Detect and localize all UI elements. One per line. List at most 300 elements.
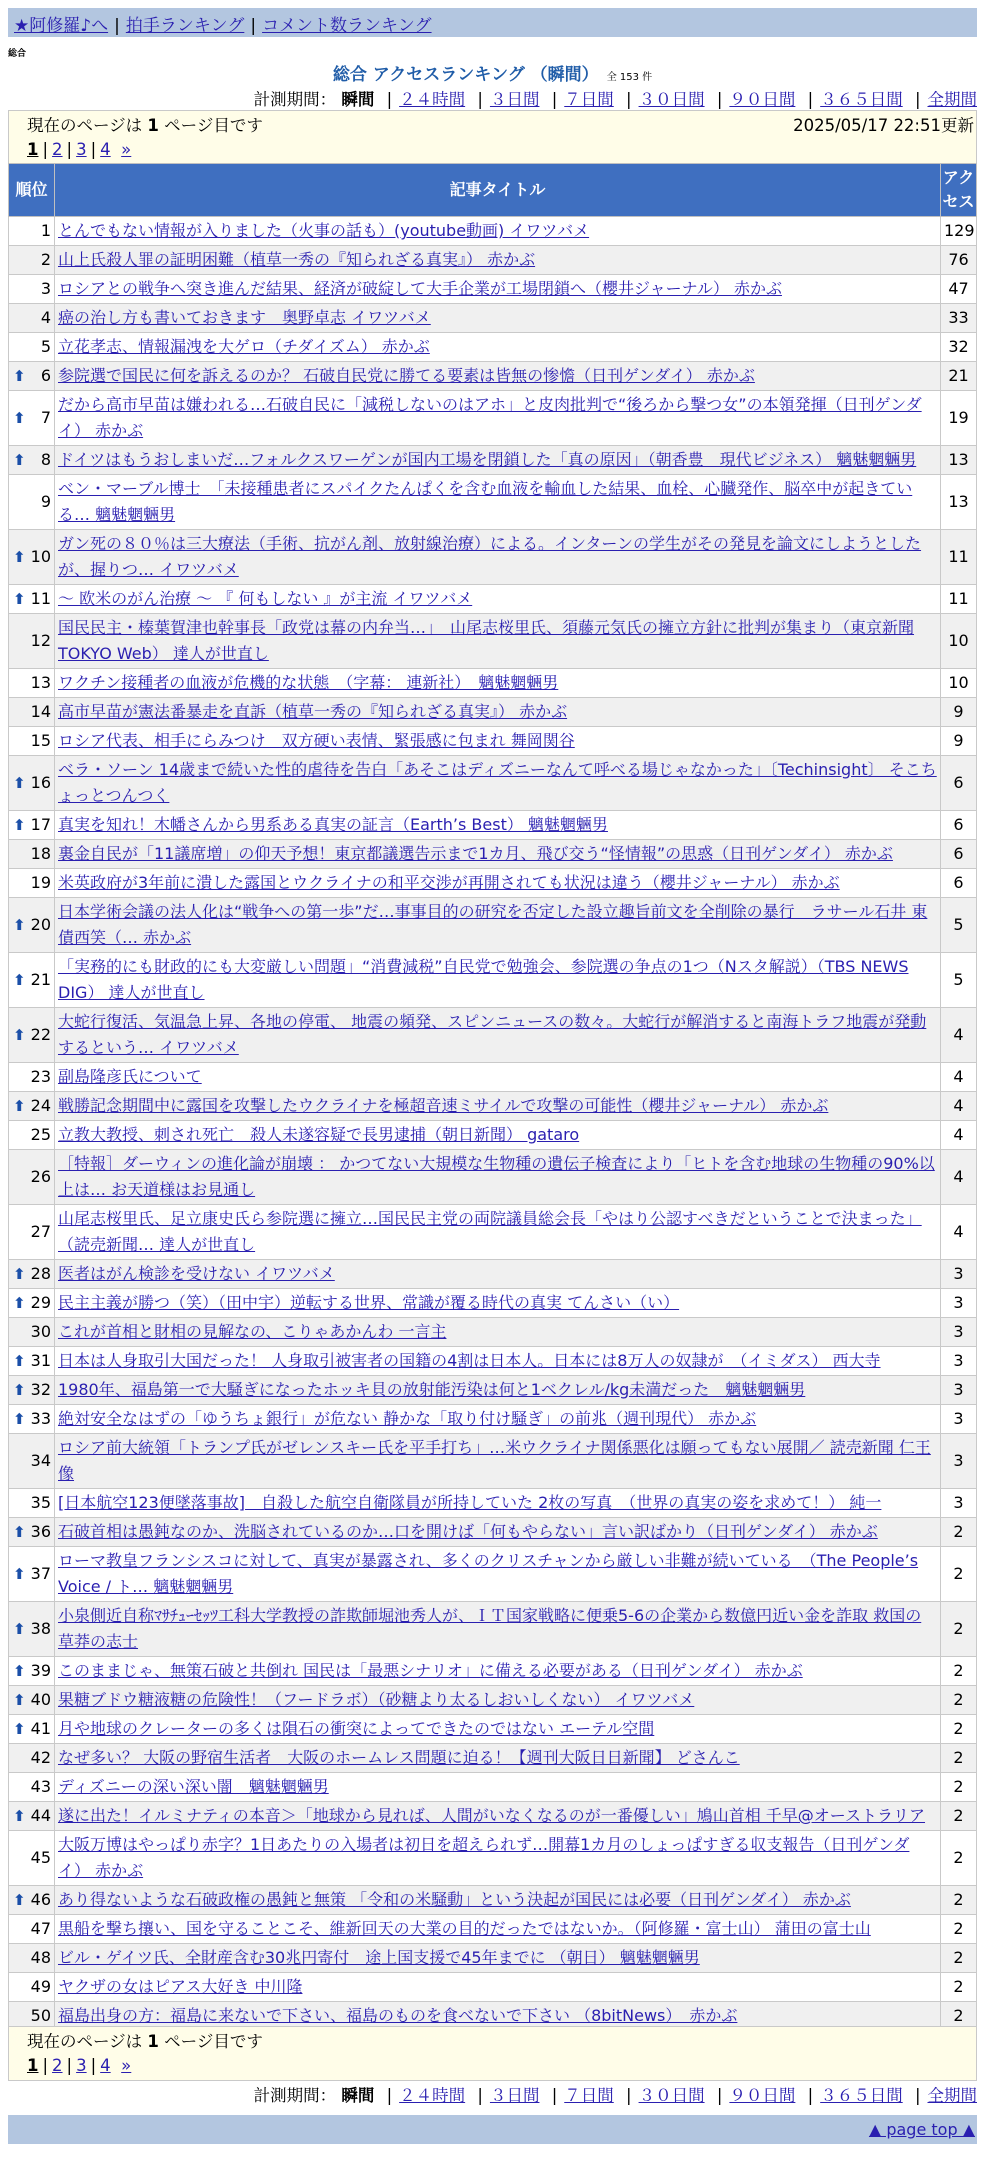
access-count: 3	[941, 1405, 977, 1434]
table-row	[9, 1831, 977, 1886]
rank-up-arrow-icon: ⬆	[13, 409, 26, 427]
pager-top: 現在のページは 1 ページ目です 2025/05/17 22:51更新 1 | 2 | 3 | 4 »	[8, 110, 977, 165]
article-title-link[interactable]: 副島隆彦氏について	[58, 1067, 202, 1086]
access-count: 11	[941, 585, 977, 614]
rank-cell	[9, 669, 55, 698]
rank-cell	[9, 756, 55, 811]
table-row	[9, 1260, 977, 1289]
rank-up-arrow-icon: ⬆	[13, 590, 26, 608]
title-cell	[55, 756, 941, 811]
rank-number: 9	[40, 492, 51, 511]
rank-up-arrow-icon: ⬆	[13, 971, 26, 989]
article-title-link[interactable]: 遂に出た！イルミナティの本音＞「地球から見れば、人間がいなくなるのが一番優しい」鳩山首相 千早@オーストラリア	[58, 1806, 926, 1825]
rank-up-arrow-icon: ⬆	[13, 1720, 26, 1738]
rank-up-arrow-icon: ⬆	[13, 1097, 26, 1115]
title-cell	[55, 1518, 941, 1547]
page-1-current: 1	[27, 140, 39, 159]
access-count: 2	[941, 1944, 977, 1973]
access-count: 11	[941, 530, 977, 585]
rank-number: 18	[30, 844, 51, 863]
article-title-link[interactable]: 日本学術会議の法人化は“戦争への第一歩”だ…事事目的の研究を否定した設立趣旨前文を全削除の暴行 ラサール石井 東債西笑（… 赤かぶ	[58, 902, 928, 947]
table-row	[9, 1886, 977, 1915]
access-count: 2	[941, 1518, 977, 1547]
table-row	[9, 446, 977, 475]
period-current: 瞬間	[341, 90, 375, 109]
access-count: 21	[941, 362, 977, 391]
title-cell	[55, 869, 941, 898]
period-link-365d[interactable]: ３６５日間	[820, 2086, 903, 2105]
rank-number: 45	[30, 1848, 51, 1867]
access-count: 3	[941, 1376, 977, 1405]
page-link-4[interactable]: 4	[100, 2056, 111, 2075]
article-title-link[interactable]: 真実を知れ！木幡さんから男系ある真実の証言（Earth’s Best） 魑魅魍魎男	[58, 815, 608, 834]
period-link-7d[interactable]: ７日間	[564, 2086, 614, 2105]
rank-number: 11	[30, 589, 51, 608]
rank-number: 41	[30, 1719, 51, 1738]
title-cell	[55, 1547, 941, 1602]
table-row	[9, 614, 977, 669]
rank-number: 8	[40, 450, 51, 469]
pager-text-suffix: ページ目です	[164, 2032, 263, 2051]
clap-ranking-link[interactable]: 拍手ランキング	[125, 16, 245, 36]
article-title-link[interactable]: これが首相と財相の見解なの、こりゃあかんわ 一言主	[58, 1322, 447, 1341]
pager-text: 現在のページは	[27, 2032, 143, 2051]
page-link-3[interactable]: 3	[76, 140, 87, 159]
table-row	[9, 953, 977, 1008]
rank-number: 50	[30, 2006, 51, 2025]
rank-cell	[9, 840, 55, 869]
article-title-link[interactable]: 「実務的にも財政的にも大変厳しい問題」“消費減税”自民党で勉強会、参院選の争点の1つ（Nスタ解説）（TBS NEWS DIG） 達人が世直し	[58, 957, 909, 1002]
rank-number: 20	[30, 915, 51, 934]
access-count: 6	[941, 811, 977, 840]
title-cell	[55, 246, 941, 275]
article-title-link[interactable]: [日本航空123便墜落事故] 自殺した航空自衛隊員が所持していた 2枚の写真 （世界の真実の姿を求めて！） 純一	[58, 1493, 882, 1512]
access-count: 9	[941, 727, 977, 756]
rank-number: 28	[30, 1264, 51, 1283]
rank-up-arrow-icon: ⬆	[13, 1620, 26, 1638]
title-cell	[55, 1121, 941, 1150]
period-link-24h[interactable]: ２４時間	[399, 2086, 466, 2105]
title-cell	[55, 304, 941, 333]
table-row	[9, 1802, 977, 1831]
title-cell	[55, 1773, 941, 1802]
home-link[interactable]: ★阿修羅♪へ	[14, 16, 109, 36]
rank-up-arrow-icon: ⬆	[13, 367, 26, 385]
access-count: 6	[941, 840, 977, 869]
page-link-3[interactable]: 3	[76, 2056, 87, 2075]
period-link-90d[interactable]: ９０日間	[729, 2086, 796, 2105]
period-link-30d[interactable]: ３０日間	[638, 90, 705, 109]
article-title-link[interactable]: ヤクザの女はピアス大好き 中川隆	[58, 1977, 303, 1996]
rank-cell	[9, 953, 55, 1008]
article-title-link[interactable]: ベラ・ソーン 14歳まで続いた性的虐待を告白「あそこはディズニーなんて呼べる場じゃなかった」〔Techinsight〕 そこちょっとつんつく	[58, 760, 937, 805]
rank-number: 32	[30, 1380, 51, 1399]
rank-up-arrow-icon: ⬆	[13, 1381, 26, 1399]
access-count: 5	[941, 898, 977, 953]
table-row	[9, 1602, 977, 1657]
page-link-2[interactable]: 2	[52, 2056, 63, 2075]
rank-number: 17	[30, 815, 51, 834]
rank-up-arrow-icon: ⬆	[13, 548, 26, 566]
access-count: 2	[941, 1744, 977, 1773]
period-link-24h[interactable]: ２４時間	[399, 90, 466, 109]
access-count: 2	[941, 1715, 977, 1744]
title-cell	[55, 1434, 941, 1489]
rank-number: 40	[30, 1690, 51, 1709]
next-page-link[interactable]: »	[121, 140, 132, 159]
table-row	[9, 1518, 977, 1547]
title-cell	[55, 1715, 941, 1744]
article-title-link[interactable]: 日本は人身取引大国だった！ 人身取引被害者の国籍の4割は日本人。日本には8万人の奴隷が （イミダス） 西大寺	[58, 1351, 881, 1370]
title-cell	[55, 1831, 941, 1886]
access-count: 3	[941, 1489, 977, 1518]
article-title-link[interactable]: 福島出身の方：福島に来ないで下さい、福島のものを食べないで下さい （8bitNews） 赤かぶ	[58, 2006, 738, 2025]
article-title-link[interactable]: 月や地球のクレーターの多くは隕石の衝突によってできたのではない エーテル空間	[58, 1719, 655, 1738]
rank-up-arrow-icon: ⬆	[13, 1294, 26, 1312]
rank-cell	[9, 614, 55, 669]
title-cell	[55, 1205, 941, 1260]
rank-cell	[9, 217, 55, 246]
rank-cell	[9, 1547, 55, 1602]
rank-number: 43	[30, 1777, 51, 1796]
rank-cell	[9, 898, 55, 953]
table-row	[9, 362, 977, 391]
period-link-30d[interactable]: ３０日間	[638, 2086, 705, 2105]
access-count: 2	[941, 1831, 977, 1886]
title-cell	[55, 1886, 941, 1915]
table-row	[9, 275, 977, 304]
access-count: 4	[941, 1008, 977, 1063]
article-title-link[interactable]: ロシア前大統領「トランプ氏がゼレンスキー氏を平手打ち」…米ウクライナ関係悪化は願ってもない展開／ 読売新聞 仁王像	[58, 1438, 931, 1483]
rank-number: 46	[30, 1890, 51, 1909]
rank-cell	[9, 1205, 55, 1260]
article-title-link[interactable]: ビル・ゲイツ氏、全財産含む30兆円寄付 途上国支援で45年までに （朝日） 魑魅魍魎男	[58, 1948, 700, 1967]
table-row	[9, 1944, 977, 1973]
article-title-link[interactable]: あり得ないような石破政権の愚鈍と無策 「令和の米騒動」という決起が国民には必要（日刊ゲンダイ） 赤かぶ	[58, 1890, 851, 1909]
title-cell	[55, 698, 941, 727]
article-title-link[interactable]: だから高市早苗は嫌われる…石破自民に「減税しないのはアホ」と皮肉批判で“後ろから撃つ女”の本領発揮（日刊ゲンダイ） 赤かぶ	[58, 395, 922, 440]
period-link-365d[interactable]: ３６５日間	[820, 90, 903, 109]
article-title-link[interactable]: 山尾志桜里氏、足立康史氏ら参院選に擁立…国民民主党の両院議員総会長「やはり公認すべきだということで決まった」（読売新聞… 達人が世直し	[58, 1209, 922, 1254]
period-selector-top: 計測期間： 瞬間 | ２４時間 | ３日間 | ７日間 | ３０日間 | ９０日間 | ３６５日間 | 全期間	[253, 90, 977, 109]
table-row	[9, 1773, 977, 1802]
title-cell	[55, 727, 941, 756]
table-row	[9, 391, 977, 446]
article-title-link[interactable]: 高市早苗が憲法番暴走を直訴（植草一秀の『知られざる真実』） 赤かぶ	[58, 702, 568, 721]
article-title-link[interactable]: ［特報］ダーウィンの進化論が崩壊 ： かつてない大規模な生物種の遺伝子検査により「ヒトを含む地球の生物種の90%以上は… お天道様はお見通し	[58, 1154, 935, 1199]
table-row	[9, 304, 977, 333]
table-row	[9, 1686, 977, 1715]
comment-ranking-link[interactable]: コメント数ランキング	[262, 16, 432, 36]
article-title-link[interactable]: 立教大教授、刺され死亡 殺人未遂容疑で長男逮捕（朝日新聞） gataro	[58, 1125, 580, 1144]
page-link-4[interactable]: 4	[100, 140, 111, 159]
title-cell	[55, 1944, 941, 1973]
access-count: 4	[941, 1121, 977, 1150]
access-count: 2	[941, 1973, 977, 2002]
table-row	[9, 1744, 977, 1773]
rank-number: 14	[30, 702, 51, 721]
access-count: 2	[941, 1686, 977, 1715]
table-row	[9, 840, 977, 869]
table-row	[9, 1150, 977, 1205]
article-title-link[interactable]: 1980年、福島第一で大騒ぎになったホッキ貝の放射能汚染は何と1ベクレル/kg未満だった 魑魅魍魎男	[58, 1380, 806, 1399]
rank-cell	[9, 1489, 55, 1518]
rank-up-arrow-icon: ⬆	[13, 1026, 26, 1044]
rank-cell	[9, 1831, 55, 1886]
table-row	[9, 217, 977, 246]
rank-number: 21	[30, 970, 51, 989]
title-cell	[55, 530, 941, 585]
title-cell	[55, 953, 941, 1008]
rank-cell	[9, 1686, 55, 1715]
access-count: 5	[941, 953, 977, 1008]
access-count: 3	[941, 1347, 977, 1376]
article-title-link[interactable]: 絶対安全なはずの「ゆうちょ銀行」が危ない 静かな「取り付け騒ぎ」の前兆（週刊現代） 赤かぶ	[58, 1409, 757, 1428]
title-cell	[55, 391, 941, 446]
rank-up-arrow-icon: ⬆	[13, 451, 26, 469]
rank-cell	[9, 246, 55, 275]
rank-cell	[9, 1289, 55, 1318]
rank-number: 30	[30, 1322, 51, 1341]
period-link-90d[interactable]: ９０日間	[729, 90, 796, 109]
rank-number: 44	[30, 1806, 51, 1825]
period-link-3d[interactable]: ３日間	[489, 90, 540, 109]
rank-cell	[9, 1973, 55, 2002]
pager-current-number: 1	[147, 2032, 159, 2051]
article-title-link[interactable]: 裏金自民が「11議席増」の仰天予想！東京都議選告示まで1カ月、飛び交う“怪情報”の思惑（日刊ゲンダイ） 赤かぶ	[58, 844, 893, 863]
rank-number: 27	[30, 1222, 51, 1241]
table-row	[9, 1205, 977, 1260]
rank-cell	[9, 1657, 55, 1686]
article-title-link[interactable]: 立花孝志、情報漏洩を大ゲロ（チダイズム） 赤かぶ	[58, 337, 430, 356]
rank-cell	[9, 333, 55, 362]
access-count: 13	[941, 446, 977, 475]
table-row	[9, 246, 977, 275]
rank-up-arrow-icon: ⬆	[13, 1352, 26, 1370]
access-count: 2	[941, 2002, 977, 2031]
article-title-link[interactable]: このままじゃ、無策石破と共倒れ 国民は「最悪シナリオ」に備える必要がある（日刊ゲンダイ） 赤かぶ	[58, 1661, 803, 1680]
nav-separator: |	[114, 16, 120, 36]
access-count: 10	[941, 614, 977, 669]
title-cell	[55, 669, 941, 698]
rank-number: 49	[30, 1977, 51, 1996]
rank-cell	[9, 1260, 55, 1289]
rank-cell	[9, 446, 55, 475]
rank-cell	[9, 1886, 55, 1915]
access-count: 9	[941, 698, 977, 727]
pager-bottom: 現在のページは 1 ページ目です 1 | 2 | 3 | 4 »	[8, 2026, 977, 2081]
rank-cell	[9, 530, 55, 585]
page-link-2[interactable]: 2	[52, 140, 63, 159]
title-cell	[55, 362, 941, 391]
article-title-link[interactable]: ローマ教皇フランシスコに対して、真実が暴露され、多くのクリスチャンから厳しい非難が続いている （The People’s Voice / ト… 魑魅魍魎男	[58, 1551, 919, 1596]
article-title-link[interactable]: ベン・マーブル博士 「未接種患者にスパイクたんぱくを含む血液を輸血した結果、血栓、心臓発作、脳卒中が起きている… 魑魅魍魎男	[58, 479, 913, 524]
access-count: 3	[941, 1318, 977, 1347]
rank-number: 4	[40, 308, 51, 327]
table-row	[9, 475, 977, 530]
title-cell	[55, 1405, 941, 1434]
access-count: 2	[941, 1657, 977, 1686]
table-row	[9, 1092, 977, 1121]
table-row	[9, 1489, 977, 1518]
access-count: 2	[941, 1773, 977, 1802]
rank-cell	[9, 1318, 55, 1347]
table-row	[9, 698, 977, 727]
page-title: 総合 アクセスランキング （瞬間）	[332, 65, 599, 85]
nav-separator: |	[250, 16, 257, 36]
rank-cell	[9, 1347, 55, 1376]
title-cell	[55, 811, 941, 840]
article-title-link[interactable]: 石破首相は愚鈍なのか、洗脳されているのか…口を開けば「何もやらない」言い訳ばかり（日刊ゲンダイ） 赤かぶ	[58, 1522, 878, 1541]
title-cell	[55, 585, 941, 614]
rank-cell	[9, 1715, 55, 1744]
access-count: 3	[941, 1434, 977, 1489]
header-title: 記事タイトル	[55, 164, 941, 217]
page-top-link[interactable]: ▲ page top ▲	[868, 2120, 975, 2139]
table-row	[9, 1405, 977, 1434]
access-count: 6	[941, 756, 977, 811]
access-count: 4	[941, 1092, 977, 1121]
total-count: 全 153 件	[606, 72, 653, 83]
article-title-link[interactable]: 黒船を撃ち攘い、国を守ることこそ、維新回天の大業の目的だったではないか。（阿修羅・富士山） 蒲田の富士山	[58, 1919, 871, 1938]
access-count: 2	[941, 1547, 977, 1602]
rank-number: 31	[30, 1351, 51, 1370]
article-title-link[interactable]: 癌の治し方も書いておきます 奥野卓志 イワツバメ	[58, 308, 431, 327]
title-cell	[55, 1802, 941, 1831]
table-row	[9, 1289, 977, 1318]
article-title-link[interactable]: 医者はがん検診を受けない イワツバメ	[58, 1264, 335, 1283]
rank-up-arrow-icon: ⬆	[13, 816, 26, 834]
table-row	[9, 530, 977, 585]
rank-number: 47	[30, 1919, 51, 1938]
rank-cell	[9, 1092, 55, 1121]
article-title-link[interactable]: ディズニーの深い深い闇 魑魅魍魎男	[58, 1777, 329, 1796]
rank-cell	[9, 811, 55, 840]
article-title-link[interactable]: 参院選で国民に何を訴えるのか？ 石破自民党に勝てる要素は皆無の惨憺（日刊ゲンダイ） 赤かぶ	[58, 366, 755, 385]
table-row	[9, 811, 977, 840]
access-count: 19	[941, 391, 977, 446]
rank-number: 26	[30, 1167, 51, 1186]
title-cell	[55, 1063, 941, 1092]
rank-cell	[9, 1063, 55, 1092]
table-row	[9, 1657, 977, 1686]
title-cell	[55, 275, 941, 304]
rank-number: 1	[40, 221, 51, 240]
article-title-link[interactable]: とんでもない情報が入りました（火事の話も）(youtube動画) イワツバメ	[58, 221, 590, 240]
article-title-link[interactable]: 小泉側近自称ﾏｻﾁｭｰｾｯﾂ工科大学教授の詐欺師堀池秀人が、ＩＴ国家戦略に便乗5-6の企業から数億円近い金を詐取 救国の草莽の志士	[58, 1606, 922, 1651]
article-title-link[interactable]: 戦勝記念期間中に露国を攻撃したウクライナを極超音速ミサイルで攻撃の可能性（櫻井ジャーナル） 赤かぶ	[58, 1096, 829, 1115]
title-cell	[55, 333, 941, 362]
table-row	[9, 1715, 977, 1744]
period-link-all[interactable]: 全期間	[927, 2086, 977, 2105]
title-cell	[55, 446, 941, 475]
rank-cell	[9, 1915, 55, 1944]
period-current: 瞬間	[341, 2086, 375, 2105]
article-title-link[interactable]: ガン死の８０％は三大療法（手術、抗がん剤、放射線治療）による。インターンの学生がその発見を論文にしようとしたが、握りつ… イワツバメ	[58, 534, 922, 579]
article-title-link[interactable]: ロシア代表、相手にらみつけ 双方硬い表情、緊張感に包まれ 舞岡関谷	[58, 731, 575, 750]
rank-cell	[9, 1518, 55, 1547]
rank-cell	[9, 727, 55, 756]
rank-number: 35	[30, 1493, 51, 1512]
article-title-link[interactable]: なぜ多い？ 大阪の野宿生活者 大阪のホームレス問題に迫る！【週刊大阪日日新聞】 どさんこ	[58, 1748, 740, 1767]
period-label: 計測期間：	[253, 2086, 337, 2105]
access-count: 4	[941, 1063, 977, 1092]
table-row	[9, 585, 977, 614]
title-cell	[55, 1686, 941, 1715]
table-row	[9, 1915, 977, 1944]
table-row	[9, 898, 977, 953]
rank-number: 42	[30, 1748, 51, 1767]
access-count: 47	[941, 275, 977, 304]
period-selector-bottom: 計測期間： 瞬間 | ２４時間 | ３日間 | ７日間 | ３０日間 | ９０日間 | ３６５日間 | 全期間	[253, 2086, 977, 2105]
article-title-link[interactable]: 米英政府が3年前に潰した露国とウクライナの和平交渉が再開されても状況は違う（櫻井ジャーナル） 赤かぶ	[58, 873, 840, 892]
access-count: 32	[941, 333, 977, 362]
table-row	[9, 1547, 977, 1602]
title-cell	[55, 1092, 941, 1121]
article-title-link[interactable]: ドイツはもうおしまいだ…フォルクスワーゲンが国内工場を閉鎖した「真の原因」（朝香豊 現代ビジネス） 魑魅魍魎男	[58, 450, 917, 469]
header-count: アクセス	[941, 164, 977, 217]
rank-number: 24	[30, 1096, 51, 1115]
rank-number: 7	[40, 408, 51, 427]
article-title-link[interactable]: ワクチン接種者の血液が危機的な状態 （字幕： 連新社） 魑魅魍魎男	[58, 673, 559, 692]
article-title-link[interactable]: ～ 欧米のがん治療 ～ 『 何もしない 』が主流 イワツバメ	[58, 589, 473, 608]
updated-timestamp: 2025/05/17 22:51更新	[793, 116, 974, 135]
rank-cell	[9, 475, 55, 530]
title-cell	[55, 1260, 941, 1289]
period-link-3d[interactable]: ３日間	[489, 2086, 540, 2105]
title-cell	[55, 1376, 941, 1405]
pager-current-number: 1	[147, 116, 159, 135]
period-label: 計測期間：	[253, 90, 337, 109]
table-row	[9, 1008, 977, 1063]
article-title-link[interactable]: 山上氏殺人罪の証明困難（植草一秀の『知られざる真実』） 赤かぶ	[58, 250, 536, 269]
rank-cell	[9, 362, 55, 391]
period-link-all[interactable]: 全期間	[927, 90, 977, 109]
rank-number: 34	[30, 1451, 51, 1470]
rank-cell	[9, 1150, 55, 1205]
rank-cell	[9, 391, 55, 446]
pager-text: 現在のページは	[27, 116, 143, 135]
category-label: 総合	[8, 49, 27, 59]
rank-cell	[9, 1121, 55, 1150]
rank-cell	[9, 698, 55, 727]
article-title-link[interactable]: 大阪万博はやっぱり赤字？1日あたりの入場者は初日を超えられず…開幕1カ月のしょっぱすぎる収支報告（日刊ゲンダイ） 赤かぶ	[58, 1835, 910, 1880]
title-cell	[55, 1008, 941, 1063]
title-cell	[55, 840, 941, 869]
rank-cell	[9, 1802, 55, 1831]
rank-cell	[9, 1744, 55, 1773]
rank-number: 29	[30, 1293, 51, 1312]
article-title-link[interactable]: 国民民主・榛葉賀津也幹事長「政党は幕の内弁当…」 山尾志桜里氏、須藤元気氏の擁立方針に批判が集まり（東京新聞TOKYO Web） 達人が世直し	[58, 618, 915, 663]
rank-number: 15	[30, 731, 51, 750]
next-page-link[interactable]: »	[121, 2056, 132, 2075]
rank-up-arrow-icon: ⬆	[13, 1523, 26, 1541]
article-title-link[interactable]: 大蛇行復活、気温急上昇、各地の停電、 地震の頻発、スピンニュースの数々。大蛇行が解消すると南海トラフ地震が発動するという… イワツバメ	[58, 1012, 927, 1057]
title-cell	[55, 1289, 941, 1318]
rank-number: 23	[30, 1067, 51, 1086]
table-row	[9, 1063, 977, 1092]
article-title-link[interactable]: 民主主義が勝つ（笑）（田中宇）逆転する世界、常識が覆る時代の真実 てんさい（い）	[58, 1293, 680, 1312]
article-title-link[interactable]: ロシアとの戦争へ突き進んだ結果、経済が破綻して大手企業が工場閉鎖へ（櫻井ジャーナル） 赤かぶ	[58, 279, 782, 298]
table-row	[9, 1318, 977, 1347]
access-count: 129	[941, 217, 977, 246]
article-title-link[interactable]: 果糖ブドウ糖液糖の危険性！（フードラボ）（砂糖より太るしおいしくない） イワツバメ	[58, 1690, 695, 1709]
rank-number: 36	[30, 1522, 51, 1541]
access-count: 2	[941, 1915, 977, 1944]
period-link-7d[interactable]: ７日間	[564, 90, 614, 109]
table-row	[9, 333, 977, 362]
table-row	[9, 669, 977, 698]
